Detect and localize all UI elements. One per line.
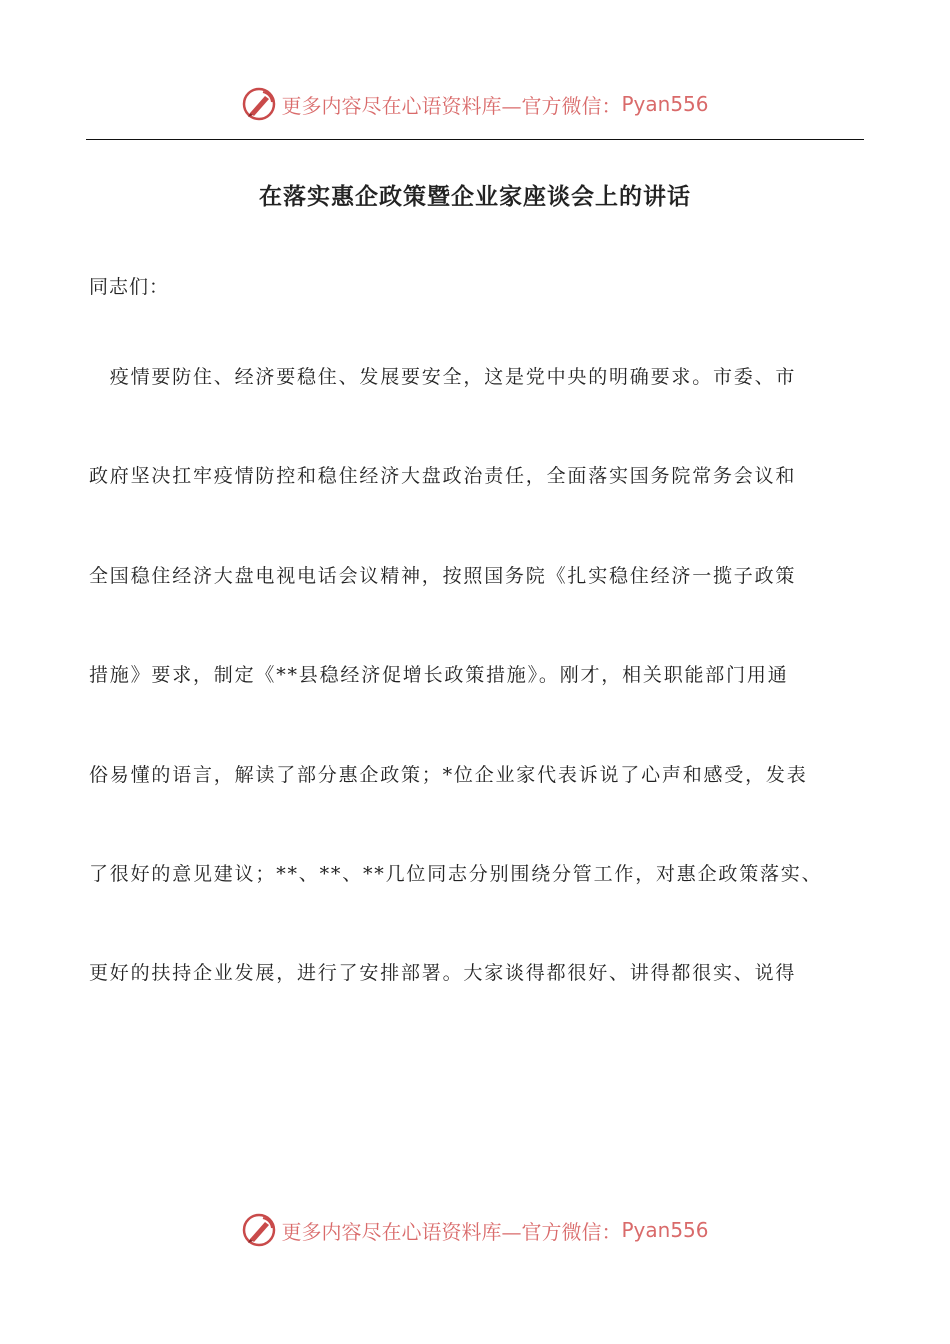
- document-title: 在落实惠企政策暨企业家座谈会上的讲话: [259, 183, 691, 210]
- footer-banner: [0, 1210, 950, 1250]
- wechat-id: Pyan556: [621, 1218, 709, 1242]
- header-banner: [0, 84, 950, 124]
- paragraph-line: 全国稳住经济大盘电视电话会议精神，按照国务院《扎实稳住经济一揽子政策: [89, 565, 797, 587]
- paragraph-line: 俗易懂的语言，解读了部分惠企政策；*位企业家代表诉说了心声和感受，发表: [89, 764, 808, 786]
- banner-text: 更多内容尽在心语资料库—官方微信：: [281, 1219, 622, 1244]
- paragraph-line: 更好的扶持企业发展，进行了安排部署。大家谈得都很好、讲得都很实、说得: [89, 962, 797, 984]
- wechat-id: Pyan556: [621, 92, 709, 116]
- paragraph-line: 措施》要求，制定《**县稳经济促增长政策措施》。刚才，相关职能部门用通: [89, 664, 789, 686]
- paragraph-line: 政府坚决扛牢疫情防控和稳住经济大盘政治责任，全面落实国务院常务会议和: [89, 465, 797, 487]
- paragraph-line: 了很好的意见建议；**、**、**几位同志分别围绕分管工作，对惠企政策落实、: [89, 863, 823, 885]
- salutation: 同志们：: [89, 276, 170, 298]
- pen-logo-icon: [241, 1212, 277, 1248]
- pen-logo-icon: [241, 86, 277, 122]
- header-rule: [86, 139, 864, 140]
- paragraph-line: 疫情要防住、经济要稳住、发展要安全，这是党中央的明确要求。市委、市: [89, 366, 797, 388]
- banner-text: 更多内容尽在心语资料库—官方微信：: [281, 93, 622, 118]
